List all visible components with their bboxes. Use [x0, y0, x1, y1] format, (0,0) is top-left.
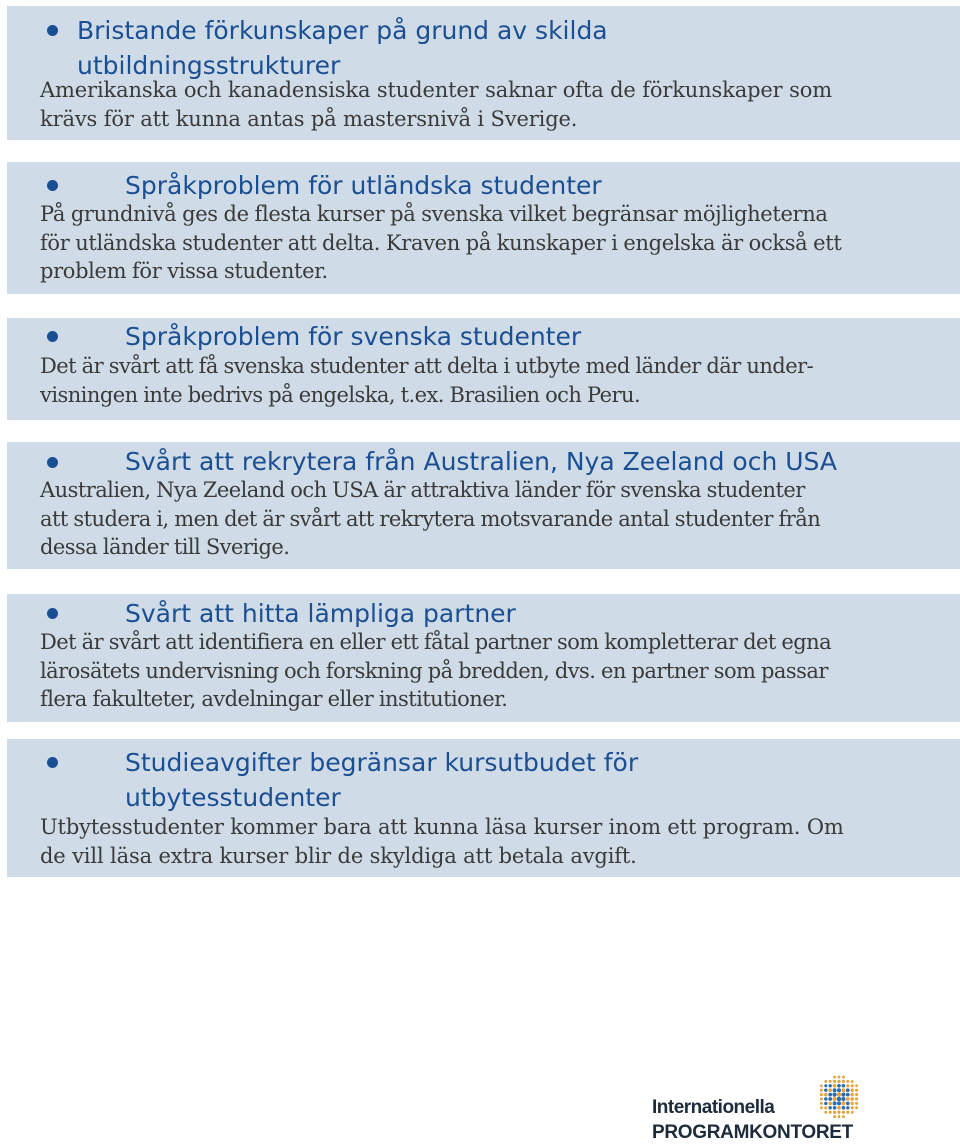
- logo-dot: [837, 1084, 841, 1088]
- logo-dot: [846, 1093, 850, 1097]
- body-line: för utländska studenter att delta. Kraven på kunskaper i engelska är också ett: [40, 230, 842, 255]
- logo-dot: [833, 1084, 837, 1088]
- logo-dot: [846, 1080, 849, 1083]
- body-line: lärosätets undervisning och forskning på bredden, dvs. en partner som passar: [40, 658, 828, 683]
- logo-dot: [851, 1089, 854, 1092]
- bullet-icon: [47, 25, 58, 36]
- programkontoret-logo: [652, 1075, 882, 1147]
- logo-dot: [846, 1097, 850, 1101]
- logo-dot: [842, 1111, 845, 1114]
- logo-dot: [824, 1093, 827, 1096]
- logo-dot: [829, 1084, 832, 1087]
- logo-dot: [824, 1106, 827, 1109]
- logo-dot: [820, 1106, 823, 1109]
- body-line: att studera i, men det är svårt att rekrytera motsvarande antal studenter från: [40, 506, 821, 531]
- section-box-3: [7, 318, 960, 420]
- logo-dot: [851, 1111, 854, 1114]
- body-line: flera fakulteter, avdelningar eller institutioner.: [40, 687, 508, 711]
- logo-dot: [855, 1084, 858, 1087]
- section-heading-line: Svårt att rekrytera från Australien, Nya Zeeland och USA: [125, 447, 837, 476]
- body-line: dessa länder till Sverige.: [40, 535, 290, 559]
- logo-dot: [824, 1111, 827, 1114]
- logo-dot: [841, 1101, 845, 1105]
- logo-dot: [833, 1101, 837, 1105]
- globe-dots-icon: [814, 1075, 864, 1123]
- logo-dot: [850, 1097, 853, 1100]
- logo-dot: [837, 1088, 841, 1092]
- logo-dot: [841, 1097, 845, 1101]
- logo-dot: [842, 1080, 845, 1083]
- logo-dot: [838, 1115, 841, 1118]
- logo-dot: [824, 1102, 827, 1105]
- bullet-icon: [47, 608, 58, 619]
- body-line: Australien, Nya Zeeland och USA är attraktiva länder för svenska studenter: [40, 478, 805, 502]
- section-heading-line: utbildningsstrukturer: [77, 51, 341, 80]
- logo-dot: [833, 1111, 836, 1114]
- logo-dot: [837, 1101, 841, 1105]
- logo-dot: [837, 1092, 841, 1096]
- logo-dot: [833, 1106, 837, 1110]
- logo-dot: [855, 1089, 858, 1092]
- logo-line1: Internationella: [652, 1097, 775, 1118]
- section-heading-line: Språkproblem för utländska studenter: [125, 171, 602, 200]
- body-line: visningen inte bedrivs på engelska, t.ex. Brasilien och Peru.: [40, 382, 641, 407]
- section-body: [40, 76, 832, 133]
- logo-dot: [829, 1080, 832, 1083]
- logo-dot: [820, 1097, 823, 1100]
- logo-dot: [850, 1093, 853, 1096]
- logo-dot: [820, 1089, 823, 1092]
- body-line: Utbytesstudenter kommer bara att kunna läsa kurser inom ett program. Om: [40, 815, 844, 839]
- logo-dot: [838, 1076, 841, 1079]
- logo-dot: [855, 1102, 858, 1105]
- logo-dot: [842, 1115, 845, 1118]
- section-body: [40, 628, 831, 714]
- logo-dot: [846, 1111, 849, 1114]
- section-box-6: [7, 739, 960, 877]
- logo-dot: [837, 1111, 840, 1114]
- logo-dot: [846, 1088, 850, 1092]
- logo-dot: [855, 1097, 858, 1100]
- logo-dot: [833, 1093, 837, 1097]
- logo-dot: [846, 1106, 849, 1109]
- body-line: problem för vissa studenter.: [40, 259, 328, 283]
- section-heading-line: Svårt att hitta lämpliga partner: [125, 599, 516, 628]
- logo-dot: [842, 1106, 846, 1110]
- logo-dot: [828, 1093, 832, 1097]
- logo-dot: [851, 1084, 854, 1087]
- section-heading-line: Språkproblem för svenska studenter: [125, 322, 582, 351]
- logo-dot: [833, 1080, 836, 1083]
- section-body: [40, 200, 841, 286]
- logo-dot: [846, 1084, 849, 1087]
- section-box-5: [7, 594, 960, 722]
- logo-dot: [833, 1097, 837, 1101]
- logo-dot: [855, 1093, 858, 1096]
- section-body: [40, 476, 820, 562]
- section-body: [40, 352, 813, 409]
- logo-dot: [842, 1084, 846, 1088]
- logo-dot: [842, 1076, 845, 1079]
- body-line: krävs för att kunna antas på mastersnivå i Sverige.: [40, 106, 578, 131]
- body-line: de vill läsa extra kurser blir de skyldiga att betala avgift.: [40, 843, 637, 868]
- logo-dot: [828, 1097, 832, 1101]
- logo-line2: PROGRAMKONTORET: [652, 1122, 853, 1143]
- logo-dot: [846, 1102, 850, 1106]
- logo-dot: [851, 1080, 854, 1083]
- section-box-1: [7, 6, 960, 140]
- logo-dot: [824, 1084, 827, 1087]
- body-line: Det är svårt att få svenska studenter att delta i utbyte med länder där under-: [40, 354, 814, 378]
- bullet-icon: [47, 757, 58, 768]
- bullet-icon: [47, 457, 58, 468]
- section-heading-line: utbytesstudenter: [125, 783, 341, 812]
- body-line: Det är svårt att identifiera en eller ett fåtal partner som kompletterar det egna: [40, 630, 832, 654]
- section-heading-line: Bristande förkunskaper på grund av skilda: [77, 16, 608, 45]
- logo-dot: [824, 1089, 827, 1092]
- logo-dot: [828, 1102, 832, 1106]
- section-box-4: [7, 442, 960, 569]
- logo-dot: [820, 1093, 823, 1096]
- logo-dot: [851, 1102, 854, 1105]
- logo-dot: [824, 1097, 827, 1100]
- section-body: [40, 813, 844, 870]
- logo-dot: [841, 1088, 845, 1092]
- bullet-icon: [47, 331, 58, 342]
- logo-dot: [851, 1106, 854, 1109]
- logo-dot: [855, 1106, 858, 1109]
- body-line: På grundnivå ges de flesta kurser på svenska vilket begränsar möjligheterna: [40, 202, 828, 226]
- bullet-icon: [47, 180, 58, 191]
- section-box-2: [7, 162, 960, 294]
- body-line: Amerikanska och kanadensiska studenter saknar ofta de förkunskaper som: [40, 78, 832, 102]
- logo-dot: [828, 1088, 832, 1092]
- logo-dot: [820, 1084, 823, 1087]
- logo-dot: [837, 1080, 840, 1083]
- logo-dot: [837, 1106, 841, 1110]
- logo-dot: [833, 1115, 836, 1118]
- logo-dot: [829, 1111, 832, 1114]
- logo-dot: [833, 1088, 837, 1092]
- logo-dot: [824, 1080, 827, 1083]
- logo-dot: [820, 1102, 823, 1105]
- section-heading-line: Studieavgifter begränsar kursutbudet för: [125, 748, 639, 777]
- logo-dot: [837, 1097, 841, 1101]
- logo-dot: [828, 1106, 831, 1109]
- logo-dot: [833, 1076, 836, 1079]
- logo-dot: [841, 1093, 845, 1097]
